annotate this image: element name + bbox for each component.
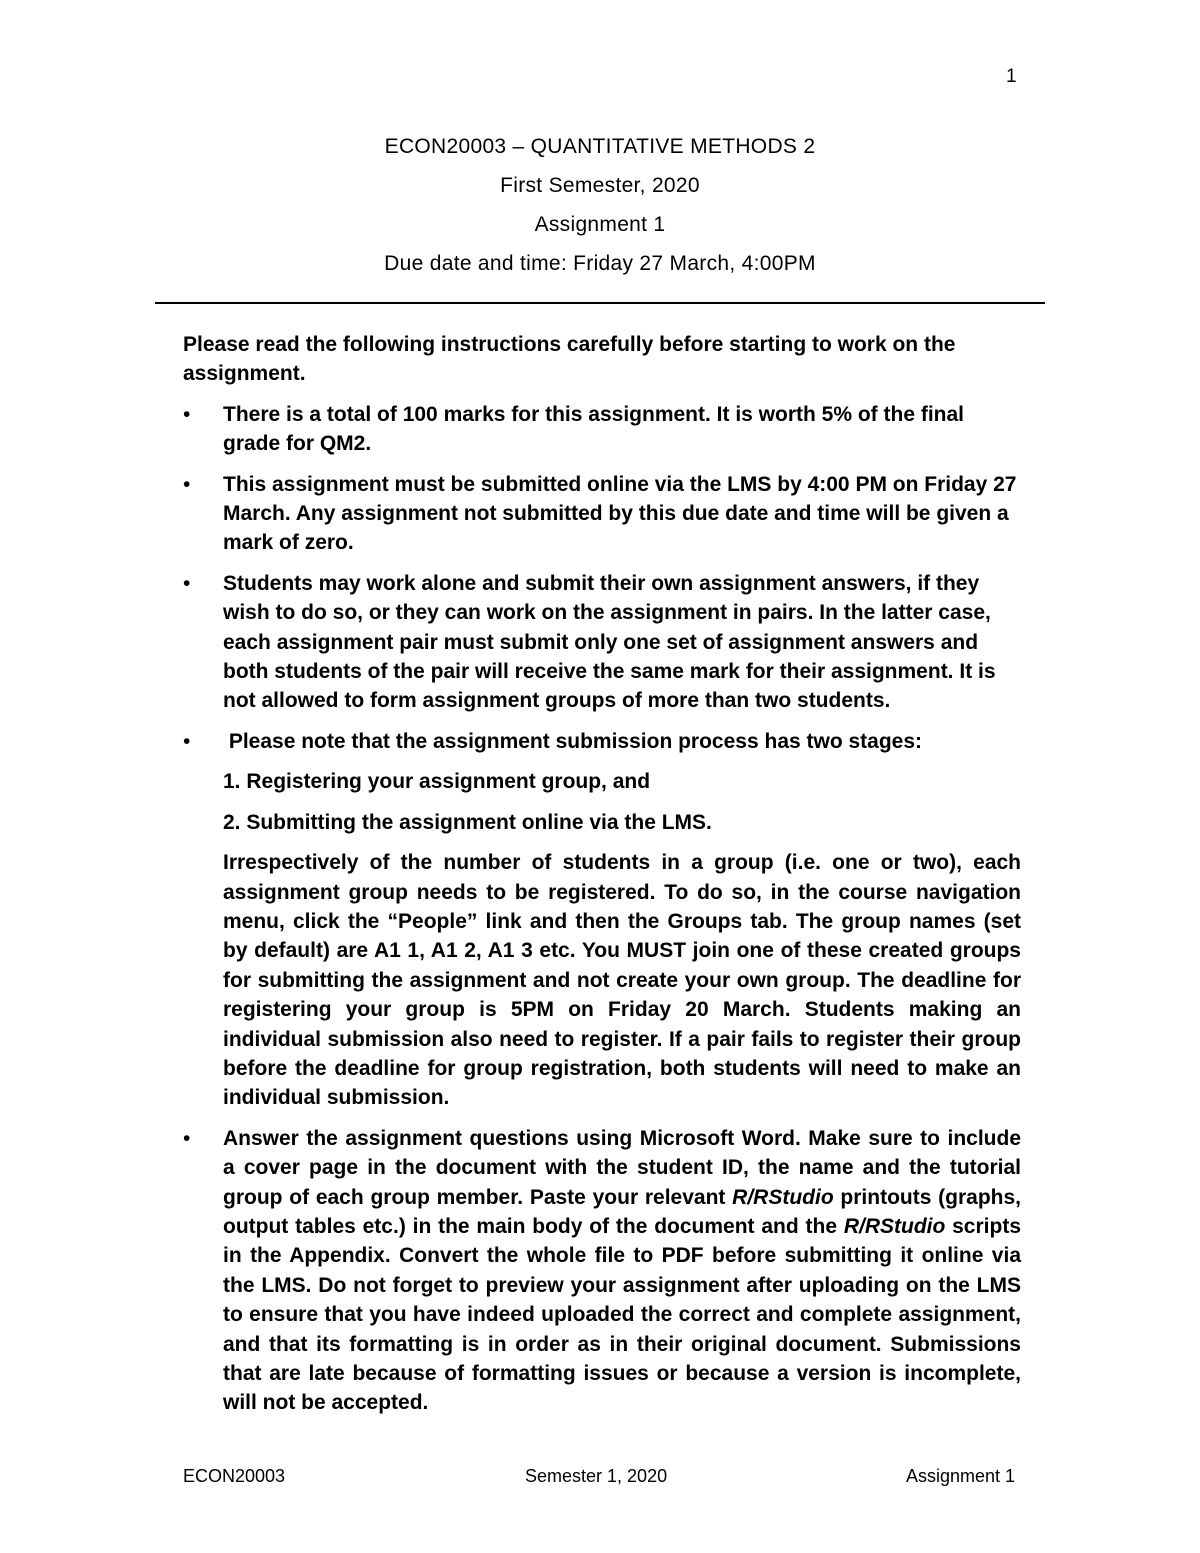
word-text-2: printouts (graphs, output tables etc.) in the main body of the document and the [223,1185,1021,1238]
footer-assignment: Assignment 1 [905,1466,1015,1486]
bullet-icon: • [183,402,191,426]
bullet-item-submission [183,470,1021,558]
bullet-icon: • [183,1126,191,1150]
bullet-icon: • [183,729,191,753]
rstudio-term: R/RStudio [732,1185,834,1209]
footer-semester: Semester 1, 2020 [525,1466,668,1486]
bullet-item-marks [183,400,1021,459]
bullet-icon: • [183,472,191,496]
bullet-item-pairs [183,569,1021,716]
assignment-title: Assignment 1 [534,213,666,236]
instructions-body [183,330,1021,1429]
bullet-item-stages [183,727,1021,1113]
word-text-3: scripts in the Appendix. Convert the whole file to PDF before submitting it online via the LMS. Do not forget to preview your assignment after uploading on the LMS to ensure that you have indeed uploaded the correct and complete assignment, and that its formatting is in order as in their original document. Submissions that are late because of formatting issues or because a version is incomplete, will not be accepted. [223,1214,1021,1415]
semester-line: First Semester, 2020 [500,174,700,197]
bullet-text: This assignment must be submitted online via the LMS by 4:00 PM on Friday 27 March. Any assignment not submitted by this due date and time will be given a mark of zero. [223,472,1017,555]
stage-one: 1. Registering your assignment group, and [223,770,651,794]
stage-two: 2. Submitting the assignment online via the LMS. [223,810,712,834]
bullet-item-word [183,1124,1021,1418]
registration-details: Irrespectively of the number of students in a group (i.e. one or two), each assignment group needs to be registered. To do so, in the course navigation menu, click the “People” link and then the Groups tab. The group names (set by default) are A1 1, A1 2, A1 3 etc. You MUST join one of these created groups for submitting the assignment and not create your own group. The deadline for registering your group is 5PM on Friday 20 March. Students making an individual submission also need to register. If a pair fails to register their group before the deadline for group registration, both students will need to make an individual submission. [223,851,1021,1110]
page-number: 1 [1006,66,1017,87]
header-divider [155,302,1045,304]
bullet-text: There is a total of 100 marks for this assignment. It is worth 5% of the final grade for QM2. [223,402,964,456]
rstudio-term: R/RStudio [843,1214,946,1238]
word-instructions [223,1124,1021,1418]
document-header [0,133,1200,289]
bullet-text: Students may work alone and submit their own assignment answers, if they wish to do so, or they can work on the assignment in pairs. In the latter case, each assignment pair must submit only one set of assignment answers and both students of the pair will receive the same mark for their assignment. It is not allowed to form assignment groups of more than two students. [223,571,996,713]
word-text-1: Answer the assignment questions using Microsoft Word. Make sure to include a cover page in the document with the student ID, the name and the tutorial group of each group member. Paste your relevant [223,1126,1021,1209]
stages-lead: Please note that the assignment submission process has two stages: [223,729,923,753]
intro-paragraph: Please read the following instructions carefully before starting to work on the assignment. [183,333,956,386]
bullet-icon: • [183,571,191,595]
course-title: ECON20003 – QUANTITATIVE METHODS 2 [384,135,816,158]
footer-course-code: ECON20003 [183,1466,286,1486]
due-date-line: Due date and time: Friday 27 March, 4:00PM [384,252,816,275]
